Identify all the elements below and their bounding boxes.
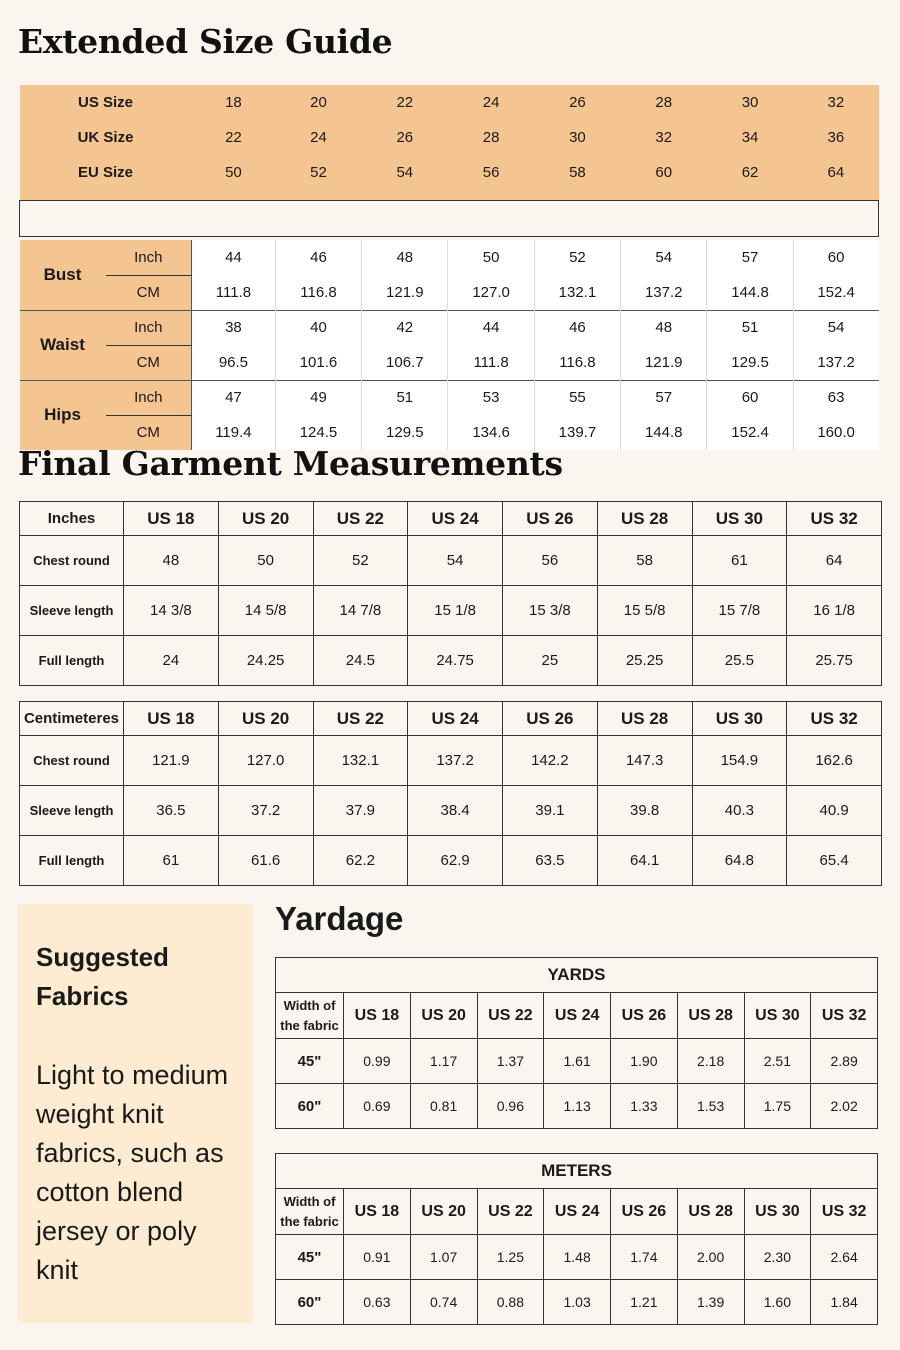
spacer-cell <box>20 190 879 200</box>
table-cell: 1.75 <box>744 1084 811 1129</box>
size-cell: 22 <box>362 85 448 120</box>
table-cell: 1.74 <box>611 1235 678 1280</box>
measure-cell: 51 <box>707 310 793 345</box>
measure-cell: 111.8 <box>192 275 276 310</box>
size-header: US 30 <box>692 702 787 736</box>
measure-cell: 132.1 <box>534 275 620 310</box>
size-row-label: UK Size <box>20 120 192 155</box>
table-cell: 1.60 <box>744 1280 811 1325</box>
table-cell: 147.3 <box>597 736 692 786</box>
table-cell: 15 3/8 <box>503 586 598 636</box>
table-cell: 36.5 <box>124 786 219 836</box>
unit-label: CM <box>106 345 192 380</box>
table-cell: 162.6 <box>787 736 882 786</box>
table-cell: 40.9 <box>787 786 882 836</box>
table-cell: 1.13 <box>544 1084 611 1129</box>
table-cell: 62.2 <box>313 836 408 886</box>
measure-cell: 137.2 <box>793 345 878 380</box>
size-row <box>20 120 879 155</box>
table-cell: 1.21 <box>611 1280 678 1325</box>
table-row <box>20 786 882 836</box>
size-header: US 24 <box>408 702 503 736</box>
header-row <box>20 702 882 736</box>
measure-cell: 47 <box>192 380 276 415</box>
table-cell: 39.8 <box>597 786 692 836</box>
row-label: 45" <box>276 1235 344 1280</box>
suggested-fabrics-title: Suggested Fabrics <box>36 942 169 1011</box>
table-row <box>20 636 882 686</box>
table-cell: 25 <box>503 636 598 686</box>
measure-cell: 57 <box>707 240 793 275</box>
table-cell: 1.17 <box>410 1039 477 1084</box>
size-cell: 32 <box>621 120 707 155</box>
table-cell: 2.51 <box>744 1039 811 1084</box>
size-header: US 28 <box>677 993 744 1039</box>
table-cell: 61 <box>692 536 787 586</box>
header-row <box>276 993 878 1039</box>
measure-row-cm <box>20 275 879 310</box>
table-cell: 2.02 <box>811 1084 878 1129</box>
table-cell: 52 <box>313 536 408 586</box>
measure-cell: 119.4 <box>192 415 276 450</box>
table-cell: 1.53 <box>677 1084 744 1129</box>
table-cell: 37.2 <box>218 786 313 836</box>
table-cell: 25.5 <box>692 636 787 686</box>
table-cell: 24.75 <box>408 636 503 686</box>
size-header: US 26 <box>611 993 678 1039</box>
table-cell: 24 <box>124 636 219 686</box>
page-title: Extended Size Guide <box>18 22 393 61</box>
measure-cell: 38 <box>192 310 276 345</box>
table-title: YARDS <box>276 958 878 993</box>
suggested-fabrics-panel <box>18 904 253 1323</box>
measure-cell: 44 <box>448 310 534 345</box>
table-cell: 14 3/8 <box>124 586 219 636</box>
title-row <box>276 958 878 993</box>
table-cell: 15 5/8 <box>597 586 692 636</box>
header-row <box>20 502 882 536</box>
table-cell: 50 <box>218 536 313 586</box>
size-header: US 32 <box>787 702 882 736</box>
table-cell: 25.25 <box>597 636 692 686</box>
table-cell: 121.9 <box>124 736 219 786</box>
size-header: US 32 <box>787 502 882 536</box>
table-cell: 0.96 <box>477 1084 544 1129</box>
table-cell: 1.25 <box>477 1235 544 1280</box>
size-header: US 28 <box>677 1189 744 1235</box>
table-cell: 64 <box>787 536 882 586</box>
header-row <box>276 1189 878 1235</box>
size-cell: 62 <box>707 155 793 190</box>
table-cell: 24.25 <box>218 636 313 686</box>
measure-cell: 127.0 <box>448 275 534 310</box>
table-title: METERS <box>276 1154 878 1189</box>
table-cell: 1.39 <box>677 1280 744 1325</box>
table-cell: 64.1 <box>597 836 692 886</box>
size-cell: 26 <box>534 85 620 120</box>
measure-cell: 46 <box>275 240 361 275</box>
size-header: US 28 <box>597 502 692 536</box>
table-row <box>20 586 882 636</box>
width-label: Width of the fabric <box>276 993 344 1039</box>
measure-cell: 54 <box>621 240 707 275</box>
table-cell: 24.5 <box>313 636 408 686</box>
table-cell: 63.5 <box>503 836 598 886</box>
table-row <box>20 836 882 886</box>
row-label: Sleeve length <box>20 786 124 836</box>
measure-row-inch <box>20 240 879 275</box>
size-header: US 20 <box>410 993 477 1039</box>
table-cell: 0.81 <box>410 1084 477 1129</box>
size-header: US 28 <box>597 702 692 736</box>
row-label: Chest round <box>20 736 124 786</box>
corner-label: Centimeteres <box>20 702 124 736</box>
table-cell: 38.4 <box>408 786 503 836</box>
table-cell: 2.18 <box>677 1039 744 1084</box>
size-cell: 50 <box>192 155 276 190</box>
measure-cell: 116.8 <box>275 275 361 310</box>
measure-cell: 121.9 <box>362 275 448 310</box>
measure-row-cm <box>20 345 879 380</box>
size-cell: 30 <box>534 120 620 155</box>
table-cell: 64.8 <box>692 836 787 886</box>
table-cell: 14 7/8 <box>313 586 408 636</box>
table-cell: 14 5/8 <box>218 586 313 636</box>
table-cell: 58 <box>597 536 692 586</box>
table-row <box>20 536 882 586</box>
table-cell: 0.99 <box>344 1039 411 1084</box>
measure-cell: 50 <box>448 240 534 275</box>
size-header: US 32 <box>811 993 878 1039</box>
size-cell: 56 <box>448 155 534 190</box>
table-row <box>276 1084 878 1129</box>
size-header: US 30 <box>744 993 811 1039</box>
empty-row <box>20 200 879 236</box>
size-row-label: US Size <box>20 85 192 120</box>
yardage-title: Yardage <box>275 900 404 937</box>
measure-cell: 139.7 <box>534 415 620 450</box>
size-cell: 52 <box>275 155 361 190</box>
size-header: US 30 <box>744 1189 811 1235</box>
size-guide-table <box>19 85 879 450</box>
unit-label: CM <box>106 275 192 310</box>
measure-cell: 96.5 <box>192 345 276 380</box>
measure-name: Bust <box>20 240 106 310</box>
size-cell: 34 <box>707 120 793 155</box>
table-cell: 40.3 <box>692 786 787 836</box>
table-cell: 48 <box>124 536 219 586</box>
table-cell: 16 1/8 <box>787 586 882 636</box>
measure-cell: 52 <box>534 240 620 275</box>
size-header: US 18 <box>344 993 411 1039</box>
size-header: US 24 <box>544 1189 611 1235</box>
size-header: US 18 <box>124 702 219 736</box>
size-cell: 20 <box>275 85 361 120</box>
size-row <box>20 85 879 120</box>
size-cell: 22 <box>192 120 276 155</box>
garment-cm-table <box>19 701 882 886</box>
measure-cell: 42 <box>362 310 448 345</box>
size-header: US 26 <box>503 502 598 536</box>
table-cell: 61 <box>124 836 219 886</box>
table-cell: 1.84 <box>811 1280 878 1325</box>
table-cell: 1.48 <box>544 1235 611 1280</box>
table-row <box>276 1039 878 1084</box>
size-cell: 54 <box>362 155 448 190</box>
table-cell: 15 1/8 <box>408 586 503 636</box>
size-cell: 64 <box>793 155 878 190</box>
size-row <box>20 155 879 190</box>
table-cell: 15 7/8 <box>692 586 787 636</box>
unit-label: CM <box>106 415 192 450</box>
empty-cell <box>20 200 879 236</box>
measure-cell: 152.4 <box>707 415 793 450</box>
row-label: Full length <box>20 836 124 886</box>
table-cell: 39.1 <box>503 786 598 836</box>
table-row <box>20 736 882 786</box>
size-header: US 20 <box>218 502 313 536</box>
size-header: US 30 <box>692 502 787 536</box>
table-cell: 25.75 <box>787 636 882 686</box>
measure-cell: 55 <box>534 380 620 415</box>
table-cell: 61.6 <box>218 836 313 886</box>
table-cell: 56 <box>503 536 598 586</box>
table-cell: 154.9 <box>692 736 787 786</box>
measure-cell: 160.0 <box>793 415 878 450</box>
table-cell: 2.00 <box>677 1235 744 1280</box>
table-cell: 137.2 <box>408 736 503 786</box>
size-cell: 26 <box>362 120 448 155</box>
size-cell: 18 <box>192 85 276 120</box>
size-header: US 24 <box>408 502 503 536</box>
table-cell: 2.89 <box>811 1039 878 1084</box>
table-row <box>276 1280 878 1325</box>
size-cell: 32 <box>793 85 878 120</box>
size-cell: 24 <box>448 85 534 120</box>
measure-cell: 106.7 <box>362 345 448 380</box>
table-cell: 0.91 <box>344 1235 411 1280</box>
suggested-fabrics-text: Light to medium weight knit fabrics, such as cotton blend jersey or poly knit <box>36 1060 229 1285</box>
measure-cell: 51 <box>362 380 448 415</box>
table-row <box>276 1235 878 1280</box>
size-header: US 22 <box>477 993 544 1039</box>
size-cell: 30 <box>707 85 793 120</box>
table-cell: 54 <box>408 536 503 586</box>
row-label: Sleeve length <box>20 586 124 636</box>
corner-label: Inches <box>20 502 124 536</box>
row-label: 45" <box>276 1039 344 1084</box>
table-cell: 132.1 <box>313 736 408 786</box>
measure-cell: 129.5 <box>362 415 448 450</box>
measure-cell: 116.8 <box>534 345 620 380</box>
size-cell: 24 <box>275 120 361 155</box>
measure-cell: 63 <box>793 380 878 415</box>
table-cell: 1.07 <box>410 1235 477 1280</box>
measure-cell: 48 <box>362 240 448 275</box>
table-cell: 65.4 <box>787 836 882 886</box>
table-cell: 142.2 <box>503 736 598 786</box>
measure-cell: 134.6 <box>448 415 534 450</box>
measure-row-inch <box>20 380 879 415</box>
measure-cell: 144.8 <box>707 275 793 310</box>
table-cell: 1.37 <box>477 1039 544 1084</box>
table-cell: 62.9 <box>408 836 503 886</box>
measure-cell: 60 <box>707 380 793 415</box>
measure-cell: 129.5 <box>707 345 793 380</box>
row-label: 60" <box>276 1280 344 1325</box>
table-cell: 0.88 <box>477 1280 544 1325</box>
measure-cell: 137.2 <box>621 275 707 310</box>
garment-inches-table <box>19 501 882 686</box>
unit-label: Inch <box>106 380 192 415</box>
yards-table <box>275 957 878 1129</box>
table-cell: 0.74 <box>410 1280 477 1325</box>
row-label: Full length <box>20 636 124 686</box>
size-header: US 26 <box>611 1189 678 1235</box>
measure-cell: 60 <box>793 240 878 275</box>
table-cell: 1.33 <box>611 1084 678 1129</box>
unit-label: Inch <box>106 240 192 275</box>
measure-name: Waist <box>20 310 106 380</box>
table-cell: 2.30 <box>744 1235 811 1280</box>
row-label: Chest round <box>20 536 124 586</box>
measure-cell: 121.9 <box>621 345 707 380</box>
measure-cell: 124.5 <box>275 415 361 450</box>
measure-cell: 101.6 <box>275 345 361 380</box>
measure-cell: 54 <box>793 310 878 345</box>
measure-cell: 44 <box>192 240 276 275</box>
measure-cell: 46 <box>534 310 620 345</box>
measure-cell: 144.8 <box>621 415 707 450</box>
size-header: US 20 <box>410 1189 477 1235</box>
section-title-final-garment: Final Garment Measurements <box>18 444 563 483</box>
table-cell: 2.64 <box>811 1235 878 1280</box>
spacer-row <box>20 190 879 200</box>
title-row <box>276 1154 878 1189</box>
size-header: US 22 <box>313 502 408 536</box>
measure-name: Hips <box>20 380 106 450</box>
size-header: US 22 <box>477 1189 544 1235</box>
size-header: US 18 <box>124 502 219 536</box>
size-header: US 32 <box>811 1189 878 1235</box>
size-cell: 60 <box>621 155 707 190</box>
size-row-label: EU Size <box>20 155 192 190</box>
size-cell: 28 <box>448 120 534 155</box>
measure-cell: 40 <box>275 310 361 345</box>
size-header: US 18 <box>344 1189 411 1235</box>
table-cell: 1.90 <box>611 1039 678 1084</box>
meters-table <box>275 1153 878 1325</box>
measure-row-inch <box>20 310 879 345</box>
size-header: US 24 <box>544 993 611 1039</box>
table-cell: 1.61 <box>544 1039 611 1084</box>
table-cell: 1.03 <box>544 1280 611 1325</box>
width-label: Width of the fabric <box>276 1189 344 1235</box>
size-header: US 22 <box>313 702 408 736</box>
measure-cell: 152.4 <box>793 275 878 310</box>
table-cell: 0.69 <box>344 1084 411 1129</box>
size-cell: 28 <box>621 85 707 120</box>
measure-cell: 57 <box>621 380 707 415</box>
measure-cell: 48 <box>621 310 707 345</box>
size-header: US 26 <box>503 702 598 736</box>
size-cell: 36 <box>793 120 878 155</box>
size-header: US 20 <box>218 702 313 736</box>
measure-cell: 49 <box>275 380 361 415</box>
table-cell: 127.0 <box>218 736 313 786</box>
measure-cell: 111.8 <box>448 345 534 380</box>
table-cell: 0.63 <box>344 1280 411 1325</box>
row-label: 60" <box>276 1084 344 1129</box>
size-cell: 58 <box>534 155 620 190</box>
table-cell: 37.9 <box>313 786 408 836</box>
measure-cell: 53 <box>448 380 534 415</box>
unit-label: Inch <box>106 310 192 345</box>
